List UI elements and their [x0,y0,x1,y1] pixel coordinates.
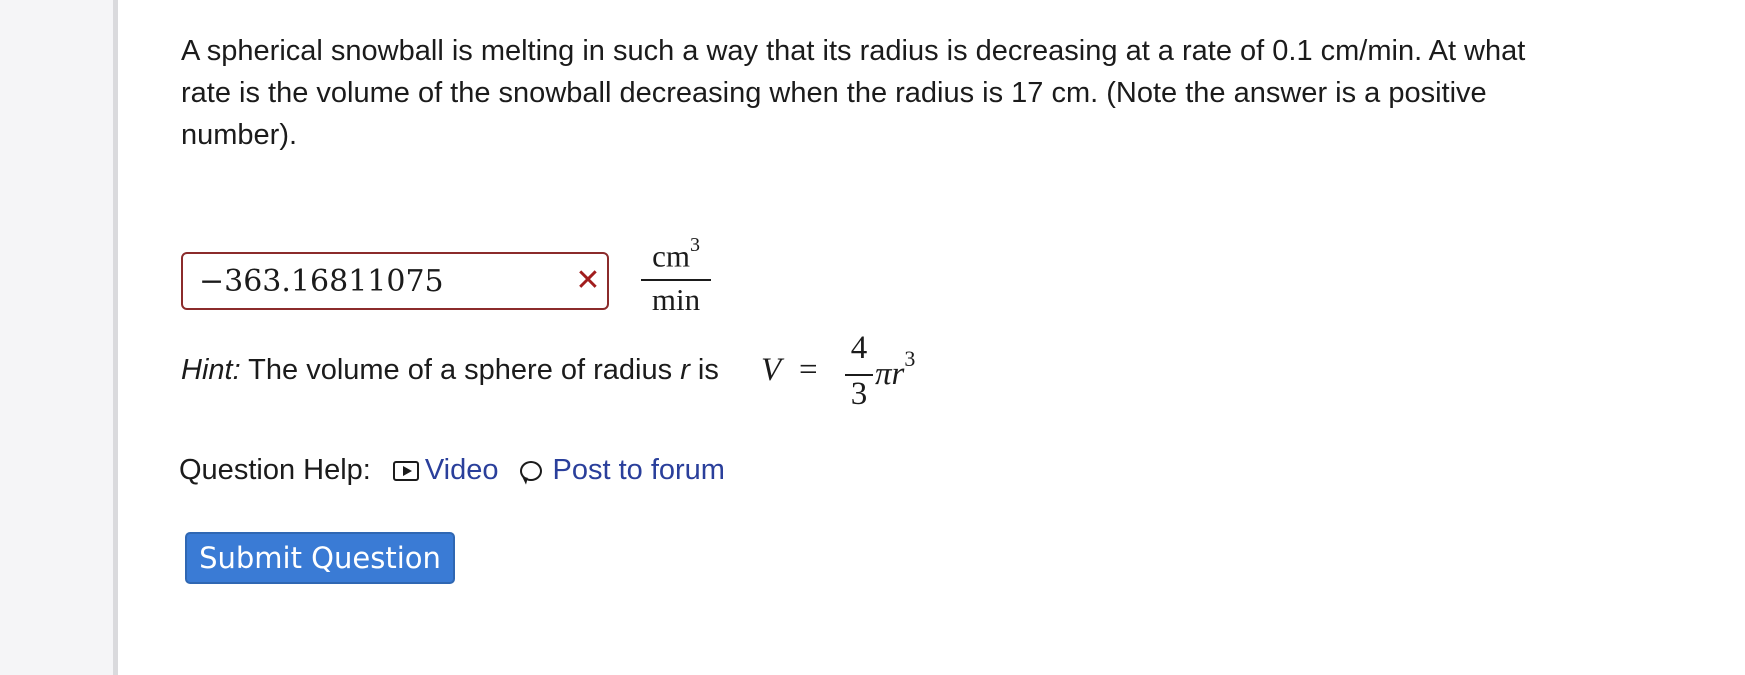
video-link-label: Video [424,454,499,486]
unit-numerator: $cm^3$ [652,234,700,274]
answer-input[interactable] [181,252,609,310]
hint-row [181,330,981,420]
formula-lhs: V [761,352,782,388]
video-icon [393,461,419,481]
submit-question-button[interactable]: Submit Question [185,532,455,584]
question-panel [179,30,1601,575]
formula-frac-denominator: 3 [850,376,868,412]
formula-rhs: $\pi r^3$ [875,346,916,392]
x-icon: ✕ [575,264,601,297]
volume-formula [761,330,961,420]
fraction-bar [641,279,711,281]
question-help [179,454,747,487]
unit-denominator: min [651,282,701,317]
left-divider [113,0,118,675]
question-text: A spherical snowball is melting in such a way that its radius is decreasing at a rate of 0.1 cm/min. At what rate is the volume of the snowball decreasing when the radius is 17 cm. (Note the answer is a positive number). [181,35,1526,151]
answer-value: −363.16811075 [199,264,444,299]
formula-frac-numerator: 4 [850,330,868,366]
video-link[interactable] [393,454,499,487]
unit-fraction [641,220,711,330]
speech-bubble-icon [520,461,542,481]
answer-row [181,220,781,330]
hint-text: Hint: The volume of a sphere of radius r is [181,354,727,386]
question-help-label: Question Help: [179,454,371,486]
formula-equals: = [799,352,818,388]
post-to-forum-label: Post to forum [552,454,725,486]
left-gutter [0,0,113,675]
post-to-forum-link[interactable] [520,454,724,487]
